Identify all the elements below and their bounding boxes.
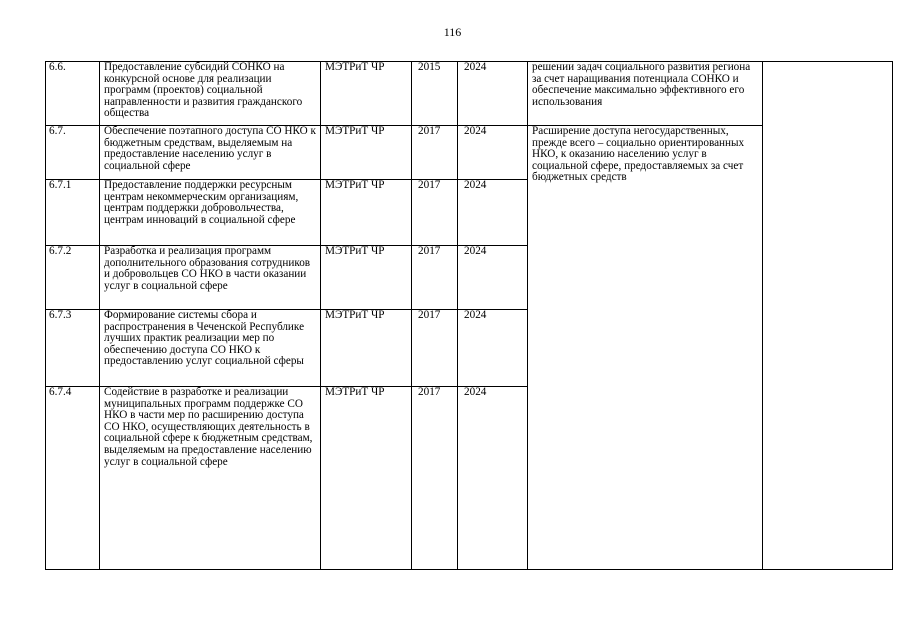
end-year: 2024 [464,309,487,321]
end-year: 2024 [464,179,487,191]
start-year: 2015 [418,61,441,73]
result-text: Расширение доступа негосударственных, прежде всего – социально ориентированных НКО, к оказанию населению услуг в социальной сфере, предоставляемых за счет бюджетных средств [532,125,745,184]
end-year-cell [458,246,528,310]
activity-text: Предоставление субсидий СОНКО на конкурсной основе для реализации программ (проектов) социальной направленности и развития гражданского общества [104,61,303,120]
activity-cell [100,310,321,387]
table-row [46,62,893,126]
executor-cell [321,387,412,570]
result-cell [528,126,763,570]
result-text: решении задач социального развития региона за счет наращивания потенциала СОНКО и обеспечение максимально эффективного его использования [532,61,751,108]
activity-cell [100,62,321,126]
start-year-cell [412,387,458,570]
start-year: 2017 [418,386,441,398]
row-number: 6.7.2 [49,245,72,257]
start-year-cell [412,62,458,126]
executor-cell [321,310,412,387]
start-year: 2017 [418,245,441,257]
end-year: 2024 [464,245,487,257]
end-year-cell [458,62,528,126]
row-number-cell [46,310,100,387]
row-number-cell [46,62,100,126]
end-year-cell [458,387,528,570]
row-number-cell [46,126,100,180]
executor-text: МЭТРиТ ЧР [325,61,385,73]
executor-text: МЭТРиТ ЧР [325,386,385,398]
end-year-cell [458,180,528,246]
activity-text: Формирование системы сбора и распространения в Чеченской Республике лучших практик реализации мер по обеспечению доступа СО НКО к предоставлению услуг социальной сферы [104,309,305,368]
row-number: 6.6. [49,61,66,73]
activity-cell [100,246,321,310]
end-year: 2024 [464,61,487,73]
start-year-cell [412,180,458,246]
row-number-cell [46,180,100,246]
row-number-cell [46,387,100,570]
end-year-cell [458,310,528,387]
executor-cell [321,180,412,246]
start-year-cell [412,126,458,180]
start-year: 2017 [418,179,441,191]
row-number: 6.7.3 [49,309,72,321]
executor-cell [321,126,412,180]
start-year-cell [412,246,458,310]
start-year: 2017 [418,125,441,137]
executor-cell [321,62,412,126]
end-year-cell [458,126,528,180]
row-number: 6.7.1 [49,179,72,191]
end-year: 2024 [464,386,487,398]
activity-text: Разработка и реализация программ дополнительного образования сотрудников и добровольцев СО НКО в части оказании услуг в социальной сфере [104,245,311,292]
row-number-cell [46,246,100,310]
start-year: 2017 [418,309,441,321]
executor-cell [321,246,412,310]
executor-text: МЭТРиТ ЧР [325,309,385,321]
executor-text: МЭТРиТ ЧР [325,125,385,137]
executor-text: МЭТРиТ ЧР [325,179,385,191]
activity-cell [100,126,321,180]
row-number: 6.7.4 [49,386,72,398]
start-year-cell [412,310,458,387]
activity-text: Предоставление поддержки ресурсным центрам некоммерческим организациям, центрам поддержки добровольчества, центрам инноваций в социальной сфере [104,179,299,226]
measures-table [45,61,893,570]
activity-text: Обеспечение поэтапного доступа СО НКО к бюджетным средствам, выделяемым на предоставление населению услуг в социальной сфере [104,125,316,172]
executor-text: МЭТРиТ ЧР [325,245,385,257]
result-cell [528,62,763,126]
end-year: 2024 [464,125,487,137]
note-cell [763,62,893,570]
activity-cell [100,180,321,246]
row-number: 6.7. [49,125,66,137]
page-number: 116 [443,25,462,39]
activity-cell [100,387,321,570]
activity-text: Содействие в разработке и реализации муниципальных программ поддержке СО НКО в части мер по расширению доступа СО НКО, осуществляющих деятельность в социальной сфере к бюджетным средствам, выделяемым на предоставление населению услуг в социальной сфере [104,386,313,468]
